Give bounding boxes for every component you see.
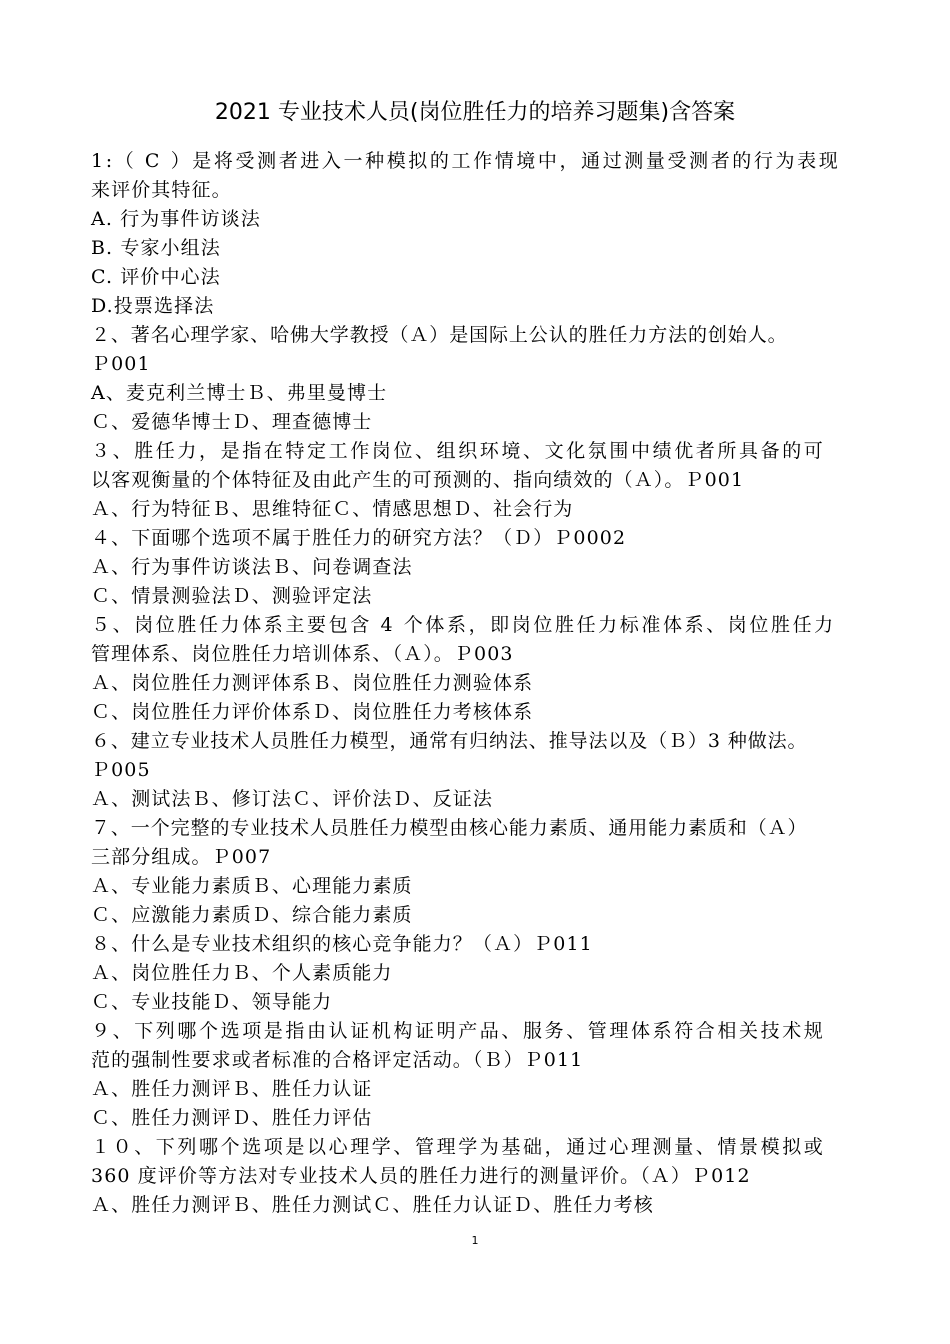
text-line: A、麦克利兰博士Ｂ、弗里曼博士 bbox=[91, 382, 388, 404]
text-line: 来评价其特征。 bbox=[91, 179, 232, 201]
text-line: Ａ、行为特征Ｂ、思维特征Ｃ、情感思想Ｄ、社会行为 bbox=[91, 498, 574, 520]
text-line: A. 行为事件访谈法 bbox=[91, 208, 261, 230]
text-line: ３、胜任力，是指在特定工作岗位、组织环境、文化氛围中绩优者所具备的可 bbox=[91, 440, 826, 462]
text-line: D.投票选择法 bbox=[91, 295, 215, 317]
text-line: Ｃ、应激能力素质Ｄ、综合能力素质 bbox=[91, 904, 413, 926]
document-body bbox=[91, 147, 866, 1220]
page-number: 1 bbox=[471, 1234, 479, 1247]
text-line: Ａ、胜任力测评Ｂ、胜任力认证 bbox=[91, 1078, 373, 1100]
text-line: Ａ、行为事件访谈法Ｂ、问卷调查法 bbox=[91, 556, 413, 578]
text-line: 以客观衡量的个体特征及由此产生的可预测的、指向绩效的（Ａ）。Ｐ001 bbox=[91, 469, 745, 491]
text-line: Ｃ、胜任力测评Ｄ、胜任力评估 bbox=[91, 1107, 373, 1129]
text-line: Ａ、岗位胜任力测评体系Ｂ、岗位胜任力测验体系 bbox=[91, 672, 534, 694]
text-line: ９、下列哪个选项是指由认证机构证明产品、服务、管理体系符合相关技术规 bbox=[91, 1020, 826, 1042]
text-line: ６、建立专业技术人员胜任力模型，通常有归纳法、推导法以及（Ｂ）3 种做法。 bbox=[91, 730, 808, 752]
document-title: 2021 专业技术人员(岗位胜任力的培养习题集)含答案 bbox=[214, 100, 736, 125]
text-line: ４、下面哪个选项不属于胜任力的研究方法？（Ｄ）Ｐ0002 bbox=[91, 527, 627, 549]
text-line: １０、下列哪个选项是以心理学、管理学为基础，通过心理测量、情景模拟或 bbox=[91, 1136, 826, 1158]
text-line: ８、什么是专业技术组织的核心竞争能力？（Ａ）Ｐ011 bbox=[91, 933, 593, 955]
text-line: ２、著名心理学家、哈佛大学教授（Ａ）是国际上公认的胜任力方法的创始人。 bbox=[91, 324, 788, 346]
text-line: Ｃ、情景测验法Ｄ、测验评定法 bbox=[91, 585, 373, 607]
text-line: Ｐ005 bbox=[91, 759, 151, 781]
text-line: 360 度评价等方法对专业技术人员的胜任力进行的测量评价。（Ａ）Ｐ012 bbox=[91, 1165, 751, 1187]
text-line: Ａ、测试法Ｂ、修订法Ｃ、评价法Ｄ、反证法 bbox=[91, 788, 494, 810]
text-line: 三部分组成。Ｐ007 bbox=[91, 846, 272, 868]
text-line: C. 评价中心法 bbox=[91, 266, 221, 288]
text-line: 范的强制性要求或者标准的合格评定活动。（Ｂ）Ｐ011 bbox=[91, 1049, 584, 1071]
text-line: Ｃ、专业技能Ｄ、领导能力 bbox=[91, 991, 333, 1013]
text-line: B. 专家小组法 bbox=[91, 237, 221, 259]
text-line: ５、岗位胜任力体系主要包含 4 个体系，即岗位胜任力标准体系、岗位胜任力 bbox=[91, 614, 836, 636]
text-line: ７、一个完整的专业技术人员胜任力模型由核心能力素质、通用能力素质和（Ａ） bbox=[91, 817, 808, 839]
text-line: 1:（ C ）是将受测者进入一种模拟的工作情境中，通过测量受测者的行为表现 bbox=[91, 150, 841, 172]
text-line: Ｃ、爱德华博士Ｄ、理查德博士 bbox=[91, 411, 373, 433]
text-line: Ｐ001 bbox=[91, 353, 151, 375]
text-line: Ａ、专业能力素质Ｂ、心理能力素质 bbox=[91, 875, 413, 897]
text-line: Ｃ、岗位胜任力评价体系Ｄ、岗位胜任力考核体系 bbox=[91, 701, 534, 723]
text-line: 管理体系、岗位胜任力培训体系、（Ａ）。Ｐ003 bbox=[91, 643, 514, 665]
text-line: Ａ、岗位胜任力Ｂ、个人素质能力 bbox=[91, 962, 393, 984]
text-line: Ａ、胜任力测评Ｂ、胜任力测试Ｃ、胜任力认证Ｄ、胜任力考核 bbox=[91, 1194, 654, 1216]
